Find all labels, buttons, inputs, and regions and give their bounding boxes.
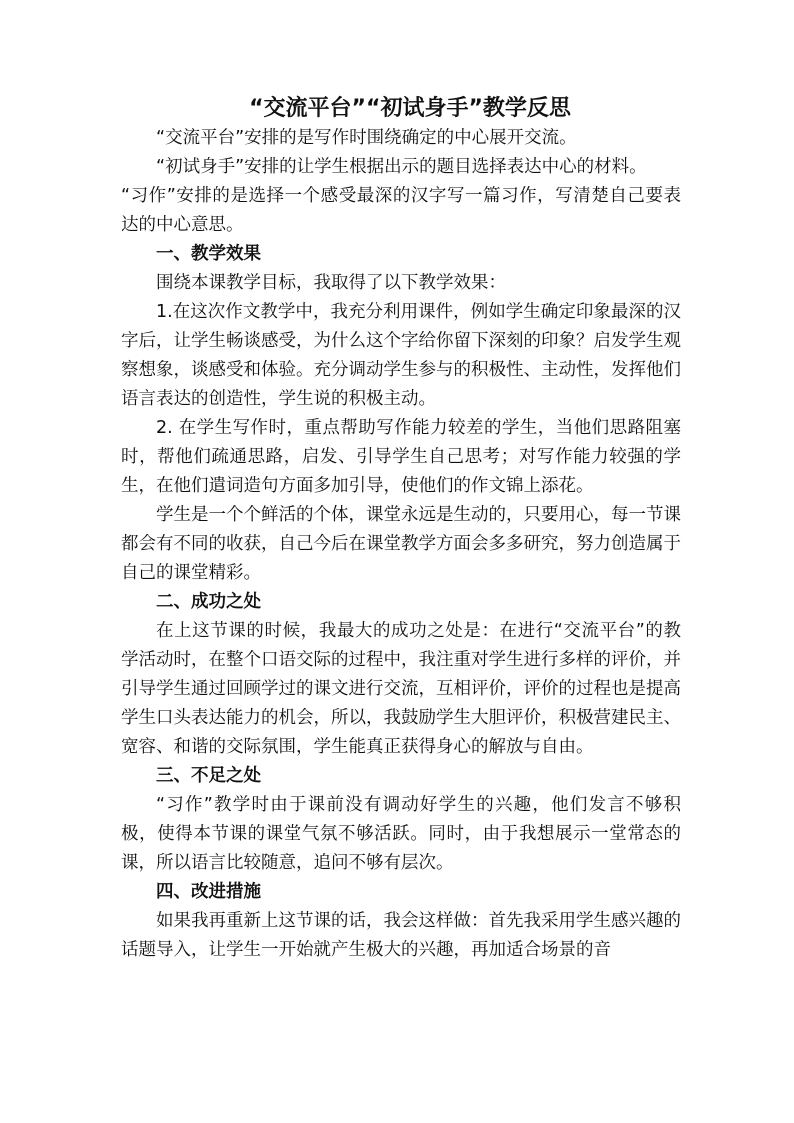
paragraph-effect-intro: 围绕本课教学目标，我取得了以下教学效果： [156,273,506,293]
document-body [121,124,681,965]
paragraph-intro-2: “初试身手”安排的让学生根据出示的题目选择表达中心的材料。 [156,157,647,177]
section-heading-teaching-effect: 一、教学效果 [156,244,261,264]
paragraph-intro-1: “交流平台”安排的是写作时围绕确定的中心展开交流。 [156,128,577,148]
paragraph-effect-1: 1.在这次作文教学中，我充分利用课件，例如学生确定印象最深的汉字后，让学生畅谈感受，为什么这个字给你留下深刻的印象？启发学生观察想象，谈感受和体验。充分调动学生参与的积极性、主动性，发挥他们语言表达的创造性，学生说的积极主动。 [121,302,681,409]
paragraph-effect-2: 2. 在学生写作时，重点帮助写作能力较差的学生，当他们思路阻塞时，帮他们疏通思路，启发、引导学生自己思考；对写作能力较强的学生，在他们遣词造句方面多加引导，使他们的作文锦上添花。 [121,418,681,496]
paragraph-effect-3: 学生是一个个鲜活的个体，课堂永远是生动的，只要用心，每一节课都会有不同的收获，自己今后在课堂教学方面会多多研究，努力创造属于自己的课堂精彩。 [121,505,681,583]
paragraph-success: 在上这节课的时候，我最大的成功之处是：在进行“交流平台”的教学活动时，在整个口语交际的过程中，我注重对学生进行多样的评价，并引导学生通过回顾学过的课文进行交流，互相评价，评价的过程也是提高学生口头表达能力的机会，所以，我鼓励学生大胆评价，积极营建民主、宽容、和谐的交际氛围，学生能真正获得身心的解放与自由。 [121,621,681,757]
section-heading-success: 二、成功之处 [156,592,261,612]
document-title: “交流平台”“初试身手”教学反思 [249,96,571,121]
paragraph-shortcomings: “习作”教学时由于课前没有调动好学生的兴趣，他们发言不够积极，使得本节课的课堂气氛不够活跃。同时，由于我想展示一堂常态的课，所以语言比较随意，追问不够有层次。 [121,795,681,873]
paragraph-intro-3: “习作”安排的是选择一个感受最深的汉字写一篇习作，写清楚自己要表达的中心意思。 [121,186,681,235]
section-heading-shortcomings: 三、不足之处 [156,766,261,786]
paragraph-improvements: 如果我再重新上这节课的话，我会这样做：首先我采用学生感兴趣的话题导入，让学生一开始就产生极大的兴趣，再加适合场景的音 [121,911,681,960]
section-heading-improvements: 四、改进措施 [156,882,261,902]
